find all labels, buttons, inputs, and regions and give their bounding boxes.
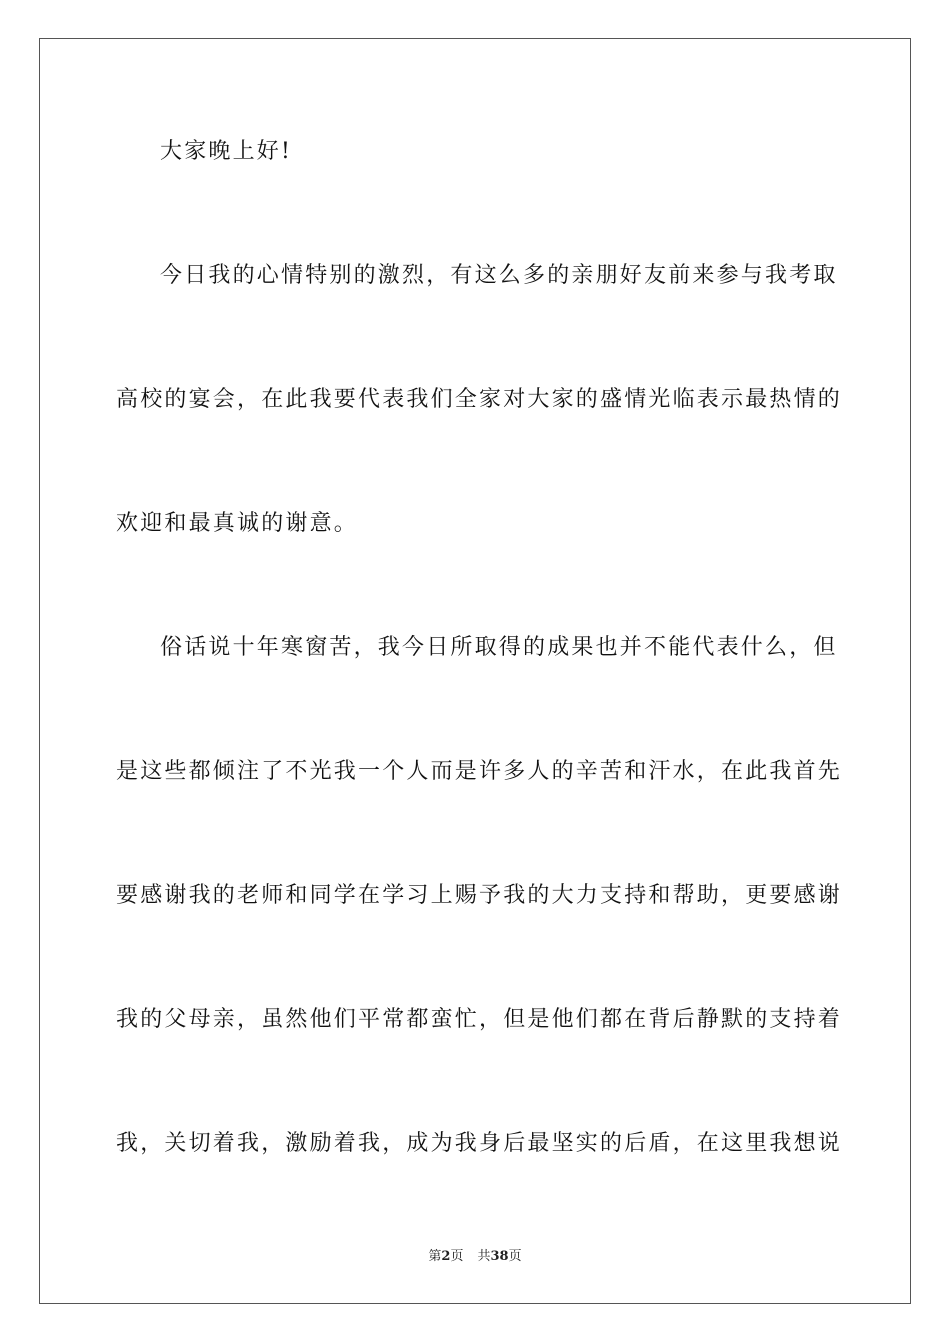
paragraph-2-line-4: 我的父母亲，虽然他们平常都蛮忙，但是他们都在背后静默的支持着 bbox=[116, 1007, 843, 1032]
paragraph-1-line-1: 今日我的心情特别的激烈，有这么多的亲朋好友前来参与我考取 bbox=[160, 263, 838, 288]
total-pages: 38 bbox=[490, 1249, 509, 1264]
paragraph-2-line-5: 我，关切着我，激励着我，成为我身后最坚实的后盾，在这里我想说 bbox=[116, 1131, 843, 1156]
paragraph-1-line-3: 欢迎和最真诚的谢意。 bbox=[116, 511, 359, 536]
page-number: 2 bbox=[441, 1249, 451, 1264]
paragraph-2-line-3: 要感谢我的老师和同学在学习上赐予我的大力支持和帮助，更要感谢 bbox=[116, 883, 843, 908]
total-prefix: 共 bbox=[477, 1249, 491, 1264]
page-suffix: 页 bbox=[450, 1249, 464, 1264]
page-footer bbox=[0, 1248, 950, 1266]
page-border bbox=[39, 38, 911, 1304]
paragraph-2-line-1: 俗话说十年寒窗苦，我今日所取得的成果也并不能代表什么，但 bbox=[160, 635, 838, 660]
paragraph-1-line-2: 高校的宴会，在此我要代表我们全家对大家的盛情光临表示最热情的 bbox=[116, 387, 843, 412]
page-prefix: 第 bbox=[428, 1249, 442, 1264]
greeting-line: 大家晚上好! bbox=[160, 139, 293, 164]
paragraph-2-line-2: 是这些都倾注了不光我一个人而是许多人的辛苦和汗水，在此我首先 bbox=[116, 759, 843, 784]
total-suffix: 页 bbox=[508, 1249, 522, 1264]
